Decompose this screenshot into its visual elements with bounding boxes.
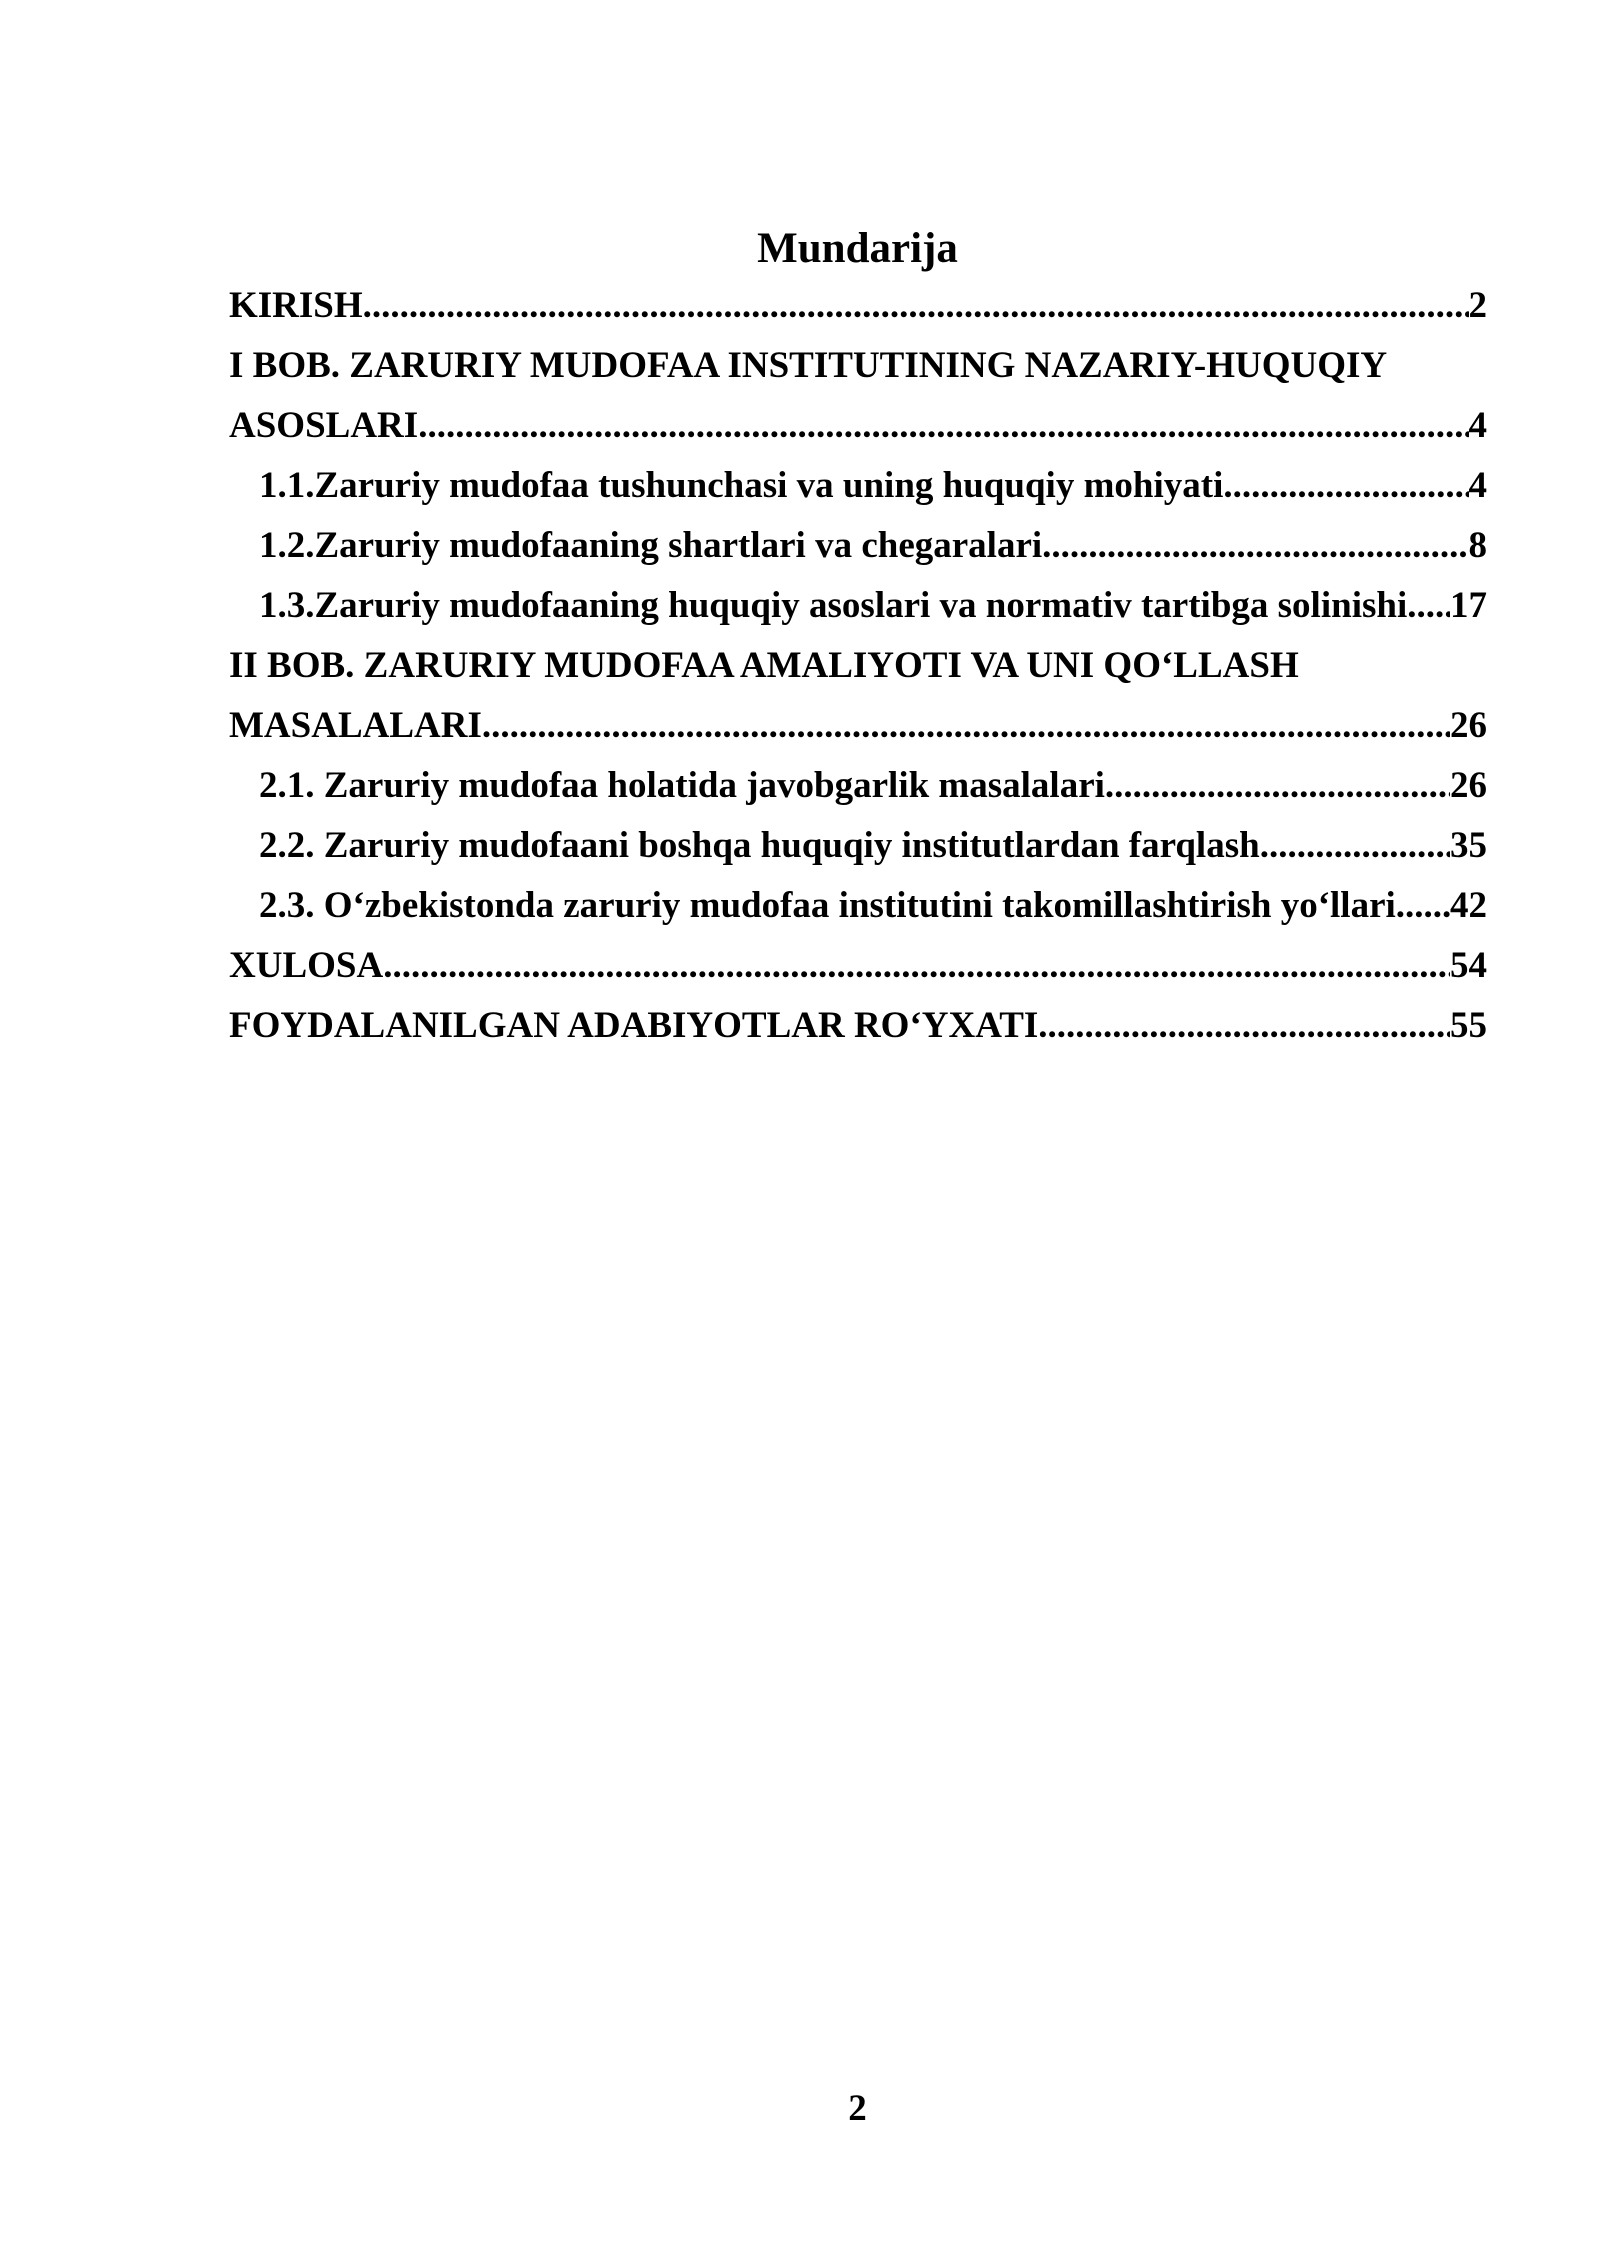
toc-entry-text: 1.2.Zaruriy mudofaaning shartlari va chegaralari — [259, 525, 1043, 566]
toc-dot-leader — [1038, 996, 1450, 1056]
toc-entry-text: 2.3. O‘zbekistonda zaruriy mudofaa institutini takomillashtirish yo‘llari — [259, 885, 1396, 926]
toc-dot-leader — [482, 696, 1450, 756]
toc-entry-text: KIRISH — [229, 285, 363, 326]
toc-entry-line1: I BOB. ZARURIY MUDOFAA INSTITUTINING NAZARIY-HUQUQIY — [229, 345, 1388, 386]
toc-entry-1-3[interactable] — [229, 576, 1487, 636]
toc-entry-bibliography[interactable] — [229, 996, 1487, 1056]
toc-page-number: 26 — [1450, 705, 1487, 746]
toc-page-number: 42 — [1450, 885, 1487, 926]
toc-dot-leader — [363, 276, 1469, 336]
toc-entry-text: MASALALARI — [229, 705, 482, 746]
toc-entry-text: XULOSA — [229, 945, 384, 986]
toc-page-number: 55 — [1450, 1005, 1487, 1046]
toc-page-number: 4 — [1468, 465, 1487, 506]
toc-entry-xulosa[interactable] — [229, 936, 1487, 996]
toc-entry-text: 2.2. Zaruriy mudofaani boshqa huquqiy institutlardan farqlash — [259, 825, 1260, 866]
toc-page-number: 26 — [1450, 765, 1487, 806]
toc-dot-leader — [1407, 576, 1450, 636]
toc-entry-2-2[interactable] — [229, 816, 1487, 876]
page-number: 2 — [848, 2088, 867, 2129]
table-of-contents — [229, 276, 1487, 1056]
toc-entry-2-1[interactable] — [229, 756, 1487, 816]
toc-page-number: 35 — [1450, 825, 1487, 866]
toc-dot-leader — [1042, 516, 1468, 576]
toc-dot-leader — [1260, 816, 1450, 876]
toc-entry-1-1[interactable] — [229, 456, 1487, 516]
toc-dot-leader — [1105, 756, 1450, 816]
toc-entry-kirish[interactable] — [229, 276, 1487, 336]
toc-dot-leader — [1396, 876, 1450, 936]
toc-page-number: 2 — [1468, 285, 1487, 326]
toc-entry-chapter-2[interactable] — [229, 636, 1487, 756]
toc-page-number: 54 — [1450, 945, 1487, 986]
toc-page-number: 8 — [1468, 525, 1487, 566]
toc-dot-leader — [418, 396, 1468, 456]
toc-entry-text: FOYDALANILGAN ADABIYOTLAR RO‘YXATI — [229, 1005, 1039, 1046]
toc-dot-leader — [1223, 456, 1468, 516]
toc-entry-text: ASOSLARI — [229, 405, 419, 446]
toc-entry-1-2[interactable] — [229, 516, 1487, 576]
toc-entry-text: 1.3.Zaruriy mudofaaning huquqiy asoslari va normativ tartibga solinishi — [259, 585, 1408, 626]
toc-dot-leader — [383, 936, 1450, 996]
toc-entry-text: 2.1. Zaruriy mudofaa holatida javobgarlik masalalari — [259, 765, 1105, 806]
toc-entry-chapter-1[interactable] — [229, 336, 1487, 456]
toc-entry-line1: II BOB. ZARURIY MUDOFAA AMALIYOTI VA UNI QO‘LLASH — [229, 645, 1299, 686]
toc-page-number: 17 — [1450, 585, 1487, 626]
page-title: Mundarija — [757, 225, 958, 272]
toc-entry-2-3[interactable] — [229, 876, 1487, 936]
toc-entry-text: 1.1.Zaruriy mudofaa tushunchasi va uning huquqiy mohiyati — [259, 465, 1224, 506]
toc-page-number: 4 — [1468, 405, 1487, 446]
